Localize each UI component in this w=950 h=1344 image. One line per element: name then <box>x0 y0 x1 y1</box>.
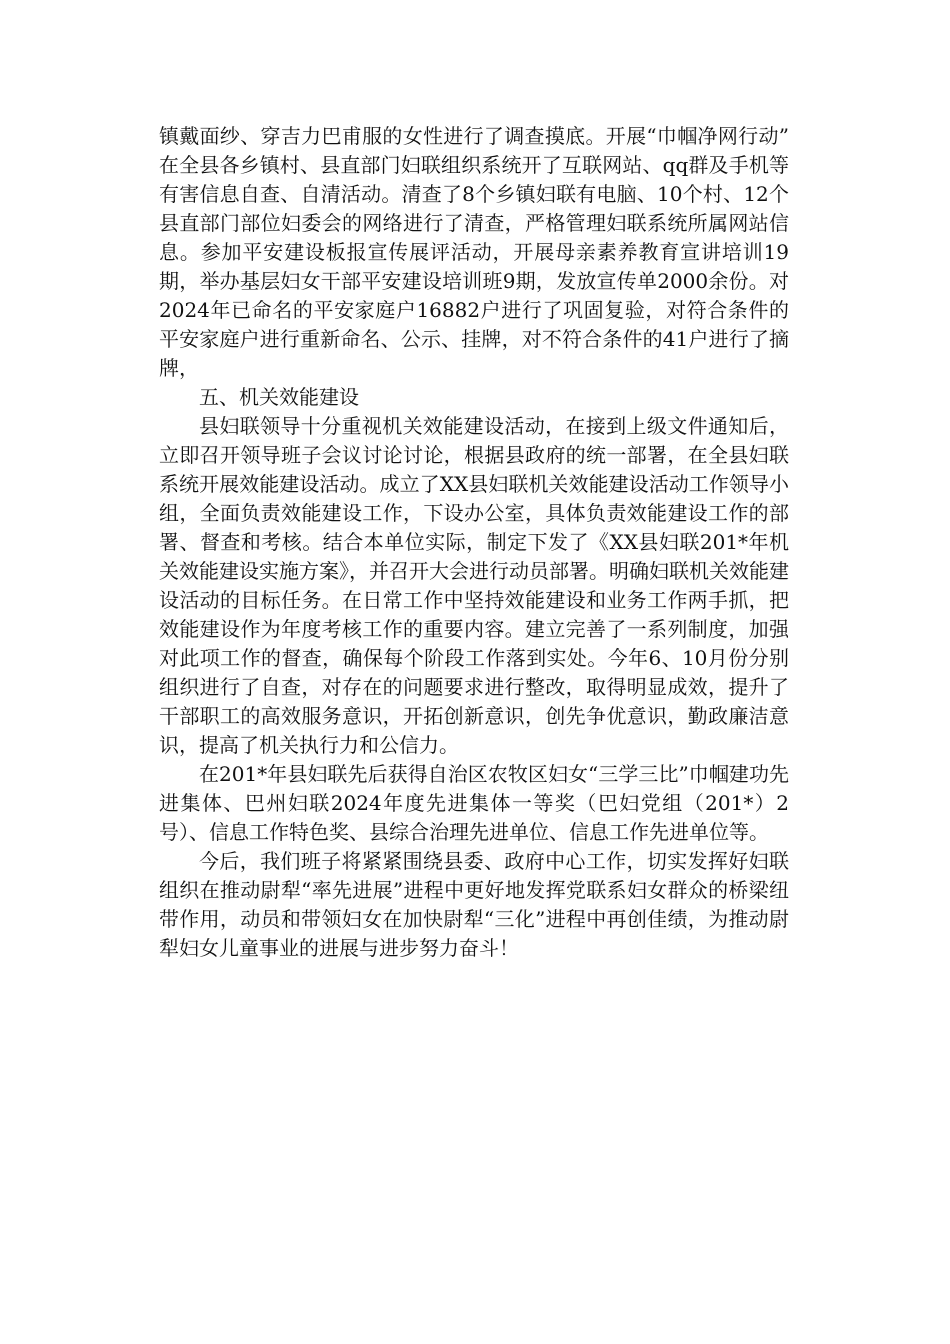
outlook-paragraph: 今后，我们班子将紧紧围绕县委、政府中心工作，切实发挥好妇联组织在推动尉犁“率先进展”进程中更好地发挥党联系妇女群众的桥梁纽带作用，动员和带领妇女在加快尉犁“三化”进程中再创佳绩，为推动尉犁妇女儿童事业的进展与进步努力奋斗！ <box>159 849 789 960</box>
efficiency-paragraph: 县妇联领导十分重视机关效能建设活动，在接到上级文件通知后，立即召开领导班子会议讨论讨论，根据县政府的统一部署，在全县妇联系统开展效能建设活动。成立了XX县妇联机关效能建设活动工作领导小组，全面负责效能建设工作，下设办公室，具体负责效能建设工作的部署、督查和考核。结合本单位实际，制定下发了《XX县妇联201*年机关效能建设实施方案》，并召开大会进行动员部署。明确妇联机关效能建设活动的目标任务。在日常工作中坚持效能建设和业务工作两手抓，把效能建设作为年度考核工作的重要内容。建立完善了一系列制度，加强对此项工作的督查，确保每个阶段工作落到实处。今年6、10月份分别组织进行了自查，对存在的问题要求进行整改，取得明显成效，提升了干部职工的高效服务意识，开拓创新意识，创先争优意识，勤政廉洁意识，提高了机关执行力和公信力。 <box>159 414 789 757</box>
section-heading: 五、机关效能建设 <box>199 385 359 409</box>
continuation-paragraph: 镇戴面纱、穿吉力巴甫服的女性进行了调查摸底。开展“巾帼净网行动” 在全县各乡镇村、县直部门妇联组织系统开了互联网站、qq群及手机等有害信息自查、自清活动。清查了8个乡镇妇联有电脑、10个村、12个县直部门部位妇委会的网络进行了清查，严格管理妇联系统所属网站信息。参加平安建设板报宣传展评活动，开展母亲素养教育宣讲培训19期，举办基层妇女干部平安建设培训班9期，发放宣传单2000余份。对2024年已命名的平安家庭户16882户进行了巩固复验，对符合条件的平安家庭户进行重新命名、公示、挂牌，对不符合条件的41户进行了摘牌， <box>159 124 789 380</box>
document-body <box>159 122 789 963</box>
awards-paragraph: 在201*年县妇联先后获得自治区农牧区妇女“三学三比”巾帼建功先进集体、巴州妇联2024年度先进集体一等奖（巴妇党组（201*）2号）、信息工作特色奖、县综合治理先进单位、信息工作先进单位等。 <box>159 762 789 844</box>
